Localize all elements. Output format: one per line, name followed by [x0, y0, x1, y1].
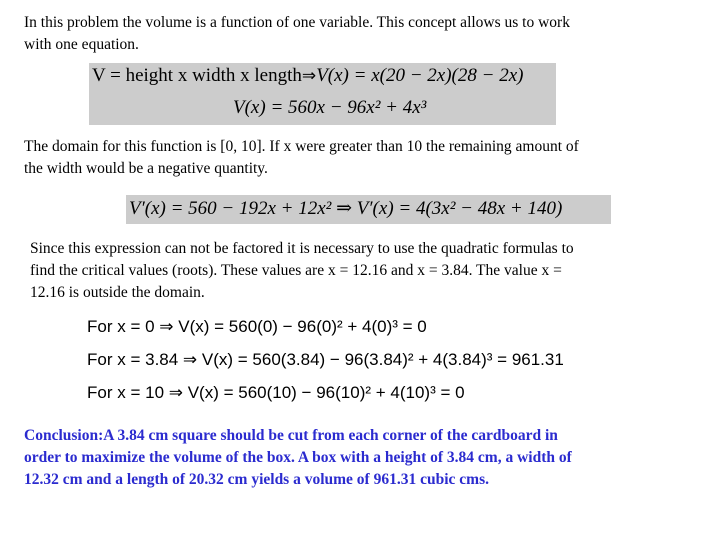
conclusion-paragraph	[24, 425, 572, 491]
derivative-equation	[129, 197, 562, 220]
domain-paragraph	[24, 136, 579, 180]
quadratic-line-1: Since this expression can not be factored it is necessary to use the quadratic formulas to	[30, 240, 574, 257]
conclusion-line-3: 12.32 cm and a length of 20.32 cm yields a volume of 961.31 cubic cms.	[24, 471, 489, 488]
evaluation-expression: x = 10 ⇒ V(x) = 560(10) − 96(10)² + 4(10)³ = 0	[117, 383, 465, 402]
derivative-equation-box	[126, 195, 611, 224]
volume-equation-lhs: V = height x width x length	[92, 65, 302, 86]
evaluation-line-1	[87, 317, 427, 337]
domain-line-1: The domain for this function is [0, 10]. If x were greater than 10 the remaining amount of	[24, 138, 579, 155]
implies-symbol: ⇒	[301, 66, 317, 86]
evaluation-expression: x = 0 ⇒ V(x) = 560(0) − 96(0)² + 4(0)³ = 0	[117, 317, 427, 336]
derivative-text: V′(x) = 560 − 192x + 12x² ⇒ V′(x) = 4(3x² − 48x + 140)	[129, 198, 563, 219]
intro-paragraph	[24, 12, 570, 56]
volume-polynomial: V(x) = 560x − 96x² + 4x³	[233, 97, 427, 118]
evaluation-label: For	[87, 350, 113, 369]
intro-line-2: with one equation.	[24, 36, 139, 53]
conclusion-line-2: order to maximize the volume of the box. A box with a height of 3.84 cm, a width of	[24, 449, 572, 466]
evaluation-line-3	[87, 383, 465, 403]
quadratic-paragraph	[30, 238, 574, 304]
intro-line-1: In this problem the volume is a function of one variable. This concept allows us to work	[24, 14, 570, 31]
conclusion-line-1: Conclusion:A 3.84 cm square should be cut from each corner of the cardboard in	[24, 427, 558, 444]
evaluation-label: For	[87, 317, 113, 336]
volume-equation-line-1	[92, 65, 523, 87]
volume-equation-line-2	[233, 97, 426, 119]
quadratic-line-3: 12.16 is outside the domain.	[30, 284, 205, 301]
evaluation-line-2	[87, 350, 564, 370]
evaluation-expression: x = 3.84 ⇒ V(x) = 560(3.84) − 96(3.84)² + 4(3.84)³ = 961.31	[117, 350, 564, 369]
quadratic-line-2: find the critical values (roots). These values are x = 12.16 and x = 3.84. The value x =	[30, 262, 562, 279]
volume-equation-rhs: V(x) = x(20 − 2x)(28 − 2x)	[316, 65, 524, 86]
volume-equation-box	[89, 63, 556, 125]
evaluation-label: For	[87, 383, 113, 402]
domain-line-2: the width would be a negative quantity.	[24, 160, 268, 177]
